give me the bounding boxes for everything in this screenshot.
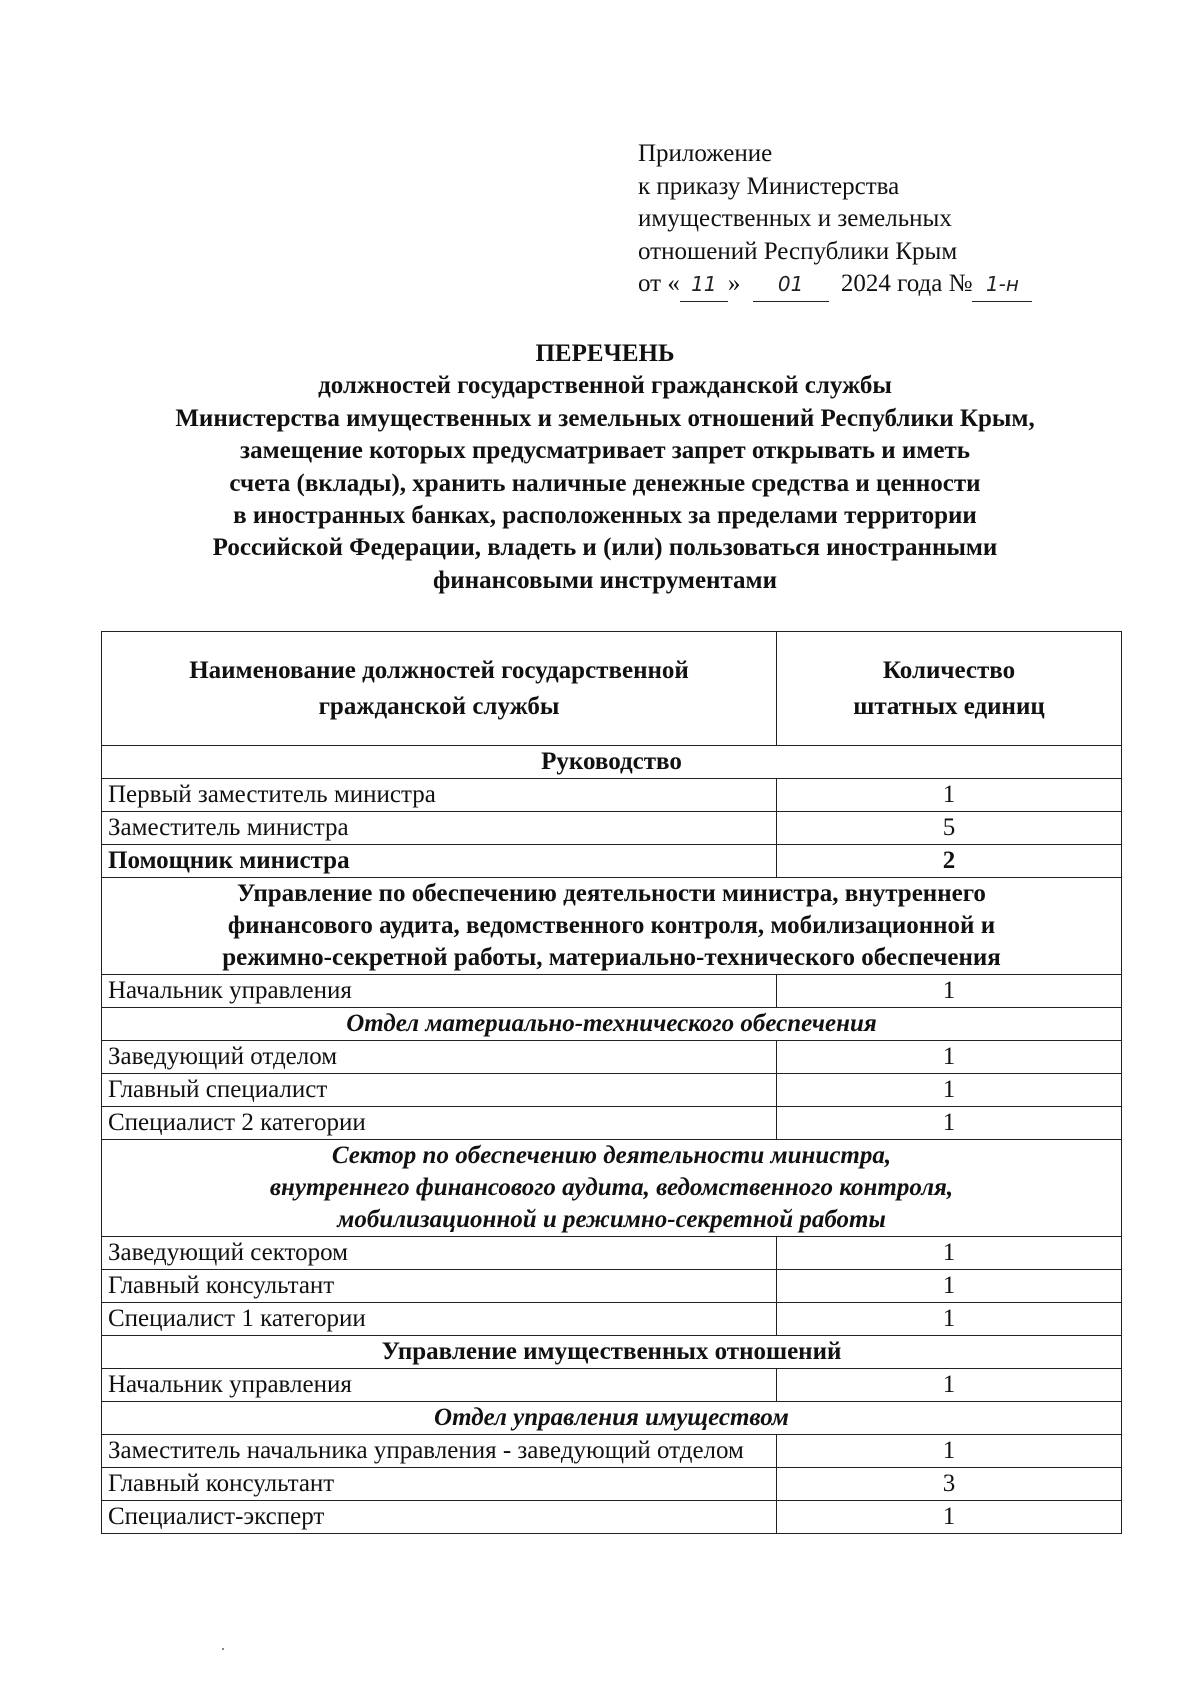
header-text: Наименование должностей государственной [189, 656, 689, 684]
table-row [102, 779, 1122, 812]
section-text: Управление по обеспечению деятельности министра, внутреннего [237, 880, 986, 907]
section-text: внутреннего финансового аудита, ведомственного контроля, [269, 1174, 954, 1201]
position-name: Помощник министра [102, 845, 777, 878]
scan-speck [222, 1648, 224, 1650]
title-line: Российской Федерации, владеть и (или) пользоваться иностранными [212, 534, 998, 562]
position-count: 1 [777, 1435, 1122, 1468]
section-text: мобилизационной и режимно-секретной работы [337, 1206, 886, 1233]
position-count: 1 [777, 1303, 1122, 1336]
table-row [102, 1303, 1122, 1336]
position-count: 1 [777, 1041, 1122, 1074]
table-row [102, 975, 1122, 1008]
position-count: 1 [777, 1270, 1122, 1303]
position-name: Главный консультант [102, 1468, 777, 1501]
table-row [102, 1369, 1122, 1402]
handwritten-number: 1-н [972, 268, 1032, 302]
section-row [102, 1336, 1122, 1369]
position-name: Главный специалист [102, 1074, 777, 1107]
annex-line: имущественных и земельных [638, 205, 952, 232]
section-text: режимно-секретной работы, материально-технического обеспечения [222, 944, 1001, 971]
section-row [102, 1008, 1122, 1041]
table-row [102, 1501, 1122, 1534]
section-row [102, 1402, 1122, 1435]
year-text: 2024 года № [840, 270, 973, 297]
section-title: Управление имущественных отношений [102, 1336, 1122, 1369]
handwritten-day: 11 [680, 268, 728, 302]
title-line: в иностранных банках, расположенных за пределами территории [233, 502, 977, 530]
title-line: Министерства имущественных и земельных отношений Республики Крым, [175, 404, 1035, 432]
table-row [102, 1237, 1122, 1270]
position-name: Первый заместитель министра [102, 779, 777, 812]
position-name: Начальник управления [102, 975, 777, 1008]
annex-line: отношений Республики Крым [638, 237, 958, 265]
section-row [102, 746, 1122, 779]
table-row [102, 1074, 1122, 1107]
title-line: должностей государственной гражданской службы [318, 372, 892, 400]
section-title: Руководство [102, 746, 1122, 779]
header-position-name [102, 632, 777, 746]
position-count: 1 [777, 779, 1122, 812]
section-title: Отдел управления имуществом [102, 1402, 1122, 1435]
position-name: Заместитель начальника управления - заведующий отделом [102, 1435, 777, 1468]
section-title [102, 1140, 1122, 1237]
title-line: счета (вклады), хранить наличные денежные средства и ценности [229, 469, 981, 497]
position-count: 1 [777, 1369, 1122, 1402]
table-header [102, 632, 1122, 746]
section-row [102, 1140, 1122, 1237]
title-heading: ПЕРЕЧЕНЬ [535, 340, 675, 367]
table-row [102, 1468, 1122, 1501]
table-row [102, 1107, 1122, 1140]
position-count: 1 [777, 1237, 1122, 1270]
header-text: Количество [882, 656, 1016, 684]
position-name: Заведующий отделом [102, 1041, 777, 1074]
position-name: Заместитель министра [102, 812, 777, 845]
position-count: 2 [777, 845, 1122, 878]
position-name: Начальник управления [102, 1369, 777, 1402]
order-date-line [638, 268, 1032, 302]
table-row [102, 1270, 1122, 1303]
section-title [102, 878, 1122, 975]
table-row [102, 845, 1122, 878]
annex-line: Приложение [638, 140, 773, 167]
position-count: 1 [777, 1501, 1122, 1534]
title-line: замещение которых предусматривает запрет открывать и иметь [240, 437, 970, 465]
handwritten-month: 01 [753, 268, 829, 302]
position-count: 1 [777, 975, 1122, 1008]
position-count: 5 [777, 812, 1122, 845]
document-title [100, 338, 1110, 597]
annex-block [638, 138, 1032, 302]
position-count: 1 [777, 1107, 1122, 1140]
table-row [102, 1435, 1122, 1468]
position-count: 1 [777, 1074, 1122, 1107]
section-text: финансового аудита, ведомственного контроля, мобилизационной и [227, 912, 996, 939]
date-prefix: от « [638, 270, 680, 297]
title-line: финансовыми инструментами [433, 566, 777, 594]
date-mid: » [727, 270, 741, 297]
section-title: Отдел материально-технического обеспечения [102, 1008, 1122, 1041]
table-row [102, 812, 1122, 845]
header-text: штатных единиц [853, 692, 1045, 720]
annex-line: к приказу Министерства [638, 172, 900, 200]
position-name: Специалист 1 категории [102, 1303, 777, 1336]
header-staff-count [777, 632, 1122, 746]
positions-table [101, 631, 1122, 1534]
position-name: Заведующий сектором [102, 1237, 777, 1270]
position-name: Специалист-эксперт [102, 1501, 777, 1534]
position-name: Главный консультант [102, 1270, 777, 1303]
table-row [102, 1041, 1122, 1074]
section-text: Сектор по обеспечению деятельности министра, [331, 1142, 892, 1169]
position-count: 3 [777, 1468, 1122, 1501]
position-name: Специалист 2 категории [102, 1107, 777, 1140]
header-text: гражданской службы [318, 692, 560, 720]
section-row [102, 878, 1122, 975]
